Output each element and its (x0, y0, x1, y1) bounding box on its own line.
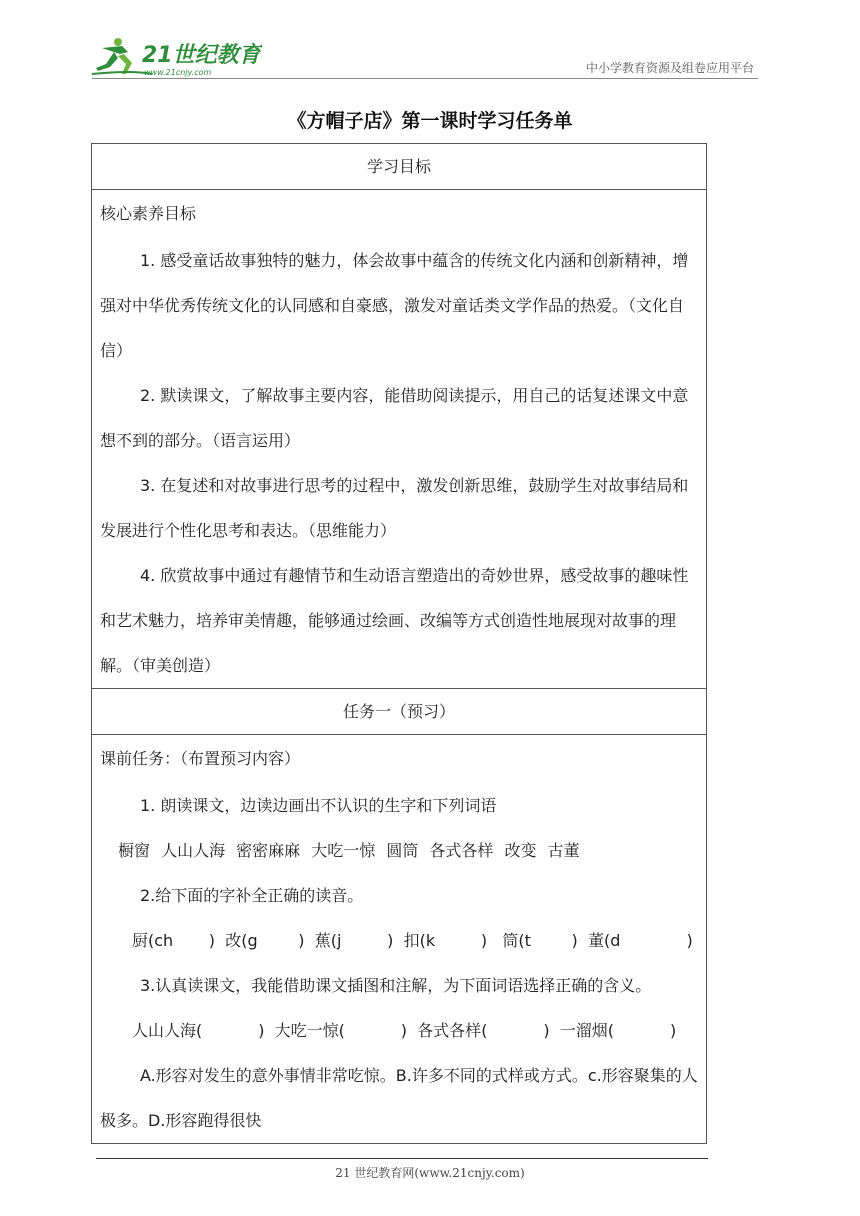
task1-content (92, 735, 706, 1143)
document-title: 《方帽子店》第一课时学习任务单 (287, 110, 573, 132)
goals-heading: 学习目标 (92, 144, 706, 190)
logo-text: 21世纪教育 (142, 43, 261, 68)
goals-content (92, 190, 706, 689)
meaning-options: A.形容对发生的意外事情非常吃惊。B.许多不同的式样或方式。c.形容聚集的人极多。D.形容跑得很快 (100, 1066, 698, 1130)
goals-subheading: 核心素养目标 (100, 204, 197, 223)
question-2: 2.给下面的字补全正确的读音。 (140, 886, 364, 905)
runner-logo-icon (92, 34, 262, 78)
pinyin-fill-blanks: 厨(ch ) 改(g ) 蕉(j ) 扣(k ) 筒(t ) 董(d ) (132, 931, 693, 950)
header-divider (92, 78, 758, 79)
task-sheet-table (91, 143, 707, 1144)
footer-divider (96, 1158, 708, 1159)
header-slogan: 中小学教育资源及组卷应用平台 (585, 61, 754, 75)
task1-heading: 任务一（预习） (92, 689, 706, 735)
goal-item-3: 3. 在复述和对故事进行思考的过程中，激发创新思维，鼓励学生对故事结局和发展进行个性化思考和表达。（思维能力） (100, 476, 689, 540)
question-3: 3.认真读课文，我能借助课文插图和注解，为下面词语选择正确的含义。 (140, 976, 652, 995)
page-footer: 21 世纪教育网(www.21cnjy.com) (335, 1166, 525, 1180)
vocab-list: 橱窗 人山人海 密密麻麻 大吃一惊 圆筒 各式各样 改变 古董 (118, 841, 580, 860)
goal-item-4: 4. 欣赏故事中通过有趣情节和生动语言塑造出的奇妙世界，感受故事的趣味性和艺术魅力，培养审美情趣，能够通过绘画、改编等方式创造性地展现对故事的理解。（审美创造） (100, 566, 689, 675)
logo-url: www.21cnjy.com (144, 68, 212, 77)
question-1: 1. 朗读课文，边读边画出不认识的生字和下列词语 (140, 796, 497, 815)
task1-subheading: 课前任务：（布置预习内容） (100, 749, 301, 768)
goal-item-2: 2. 默读课文，了解故事主要内容，能借助阅读提示，用自己的话复述课文中意想不到的部分。（语言运用） (100, 386, 689, 450)
meaning-fill-blanks: 人山人海( ) 大吃一惊( ) 各式各样( ) 一溜烟( ) (132, 1021, 677, 1040)
page-header (92, 28, 758, 80)
site-logo (92, 34, 262, 78)
goal-item-1: 1. 感受童话故事独特的魅力，体会故事中蕴含的传统文化内涵和创新精神，增强对中华优秀传统文化的认同感和自豪感，激发对童话类文学作品的热爱。（文化自信） (100, 251, 689, 360)
